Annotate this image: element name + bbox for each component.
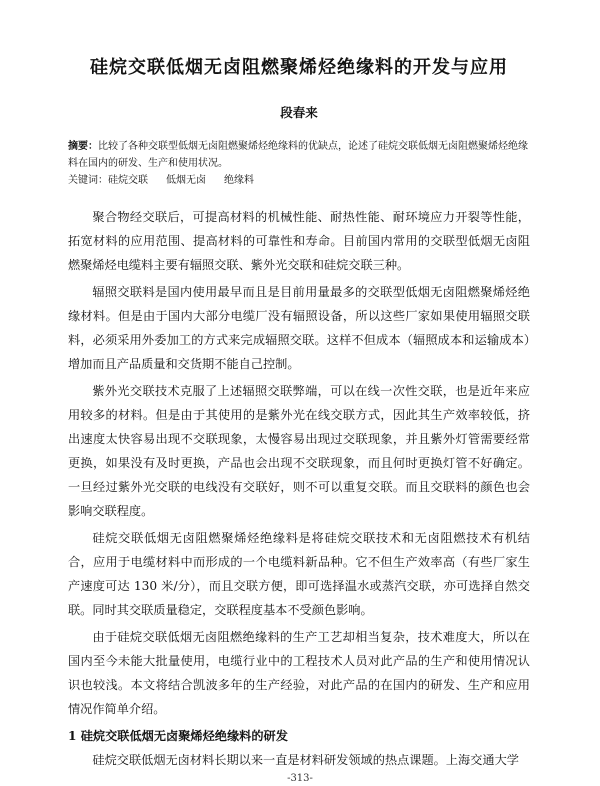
keywords (68, 172, 530, 189)
body-text (68, 205, 530, 772)
page-number: -313- (287, 773, 313, 784)
paragraph: 由于硅烷交联低烟无卤阻燃绝缘料的生产工艺却相当复杂，技术难度大，所以在国内至今未能大批量使用，电缆行业中的工程技术人员对此产品的生产和使用情况认识也较浅。本文将结合凯波多年的生产经验，对此产品的在国内的研发、生产和应用情况作简单介绍。 (68, 630, 530, 716)
keyword: 硅烷交联 (108, 175, 148, 186)
abstract-text: 比较了各种交联型低烟无卤阻燃聚烯烃绝缘料的优缺点，论述了硅烷交联低烟无卤阻燃聚烯烃绝缘料在国内的研发、生产和使用状况。 (68, 141, 528, 169)
paragraph: 紫外光交联技术克服了上述辐照交联弊端，可以在线一次性交联，也是近年来应用较多的材料。但是由于其使用的是紫外光在线交联方式，因此其生产效率较低，挤出速度太快容易出现不交联现象，太慢容易出现过交联现象，并且紫外灯管需要经常更换，如果没有及时更换，产品也会出现不交联现象，而且何时更换灯管不好确定。一旦经过紫外光交联的电线没有交联好，则不可以重复交联。而且交联料的颜色也会影响交联程度。 (68, 384, 530, 518)
paper-title: 硅烷交联低烟无卤阻燃聚烯烃绝缘料的开发与应用 (90, 57, 508, 78)
keyword: 低烟无卤 (166, 175, 206, 186)
section-heading: 1 硅烷交联低烟无卤聚烯烃绝缘料的研发 (68, 729, 288, 743)
keywords-label: 关键词： (68, 175, 108, 186)
abstract (68, 138, 530, 172)
paragraph: 聚合物经交联后，可提高材料的机械性能、耐热性能、耐环境应力开裂等性能，拓宽材料的应用范围、提高材料的可靠性和寿命。目前国内常用的交联型低烟无卤阻燃聚烯烃电缆料主要有辐照交联、紫外光交联和硅烷交联三种。 (68, 210, 530, 272)
paragraph: 辐照交联料是国内使用最早而且是目前用量最多的交联型低烟无卤阻燃聚烯烃绝缘材料。但是由于国内大部分电缆厂没有辐照设备，所以这些厂家如果使用辐照交联料，必须采用外委加工的方式来完成辐照交联。这样不但成本（辐照成本和运输成本）增加而且产品质量和交货期不能自己控制。 (68, 285, 530, 371)
abstract-label: 摘要： (68, 141, 98, 152)
section-first-line: 硅烷交联低烟无卤材料长期以来一直是材料研发领域的热点课题。上海交通大学 (92, 753, 519, 767)
keyword: 绝缘料 (224, 175, 254, 186)
author-name: 段春来 (280, 105, 318, 120)
paragraph: 硅烷交联低烟无卤阻燃聚烯烃绝缘料是将硅烷交联技术和无卤阻燃技术有机结合，应用于电缆材料中而形成的一个电缆料新品种。它不但生产效率高（有些厂家生产速度可达 130 米/分），而且交联方便，即可选择温水或蒸汽交联，亦可选择自然交联。同时其交联质量稳定，交联程度基本不受颜色影响。 (68, 531, 530, 617)
